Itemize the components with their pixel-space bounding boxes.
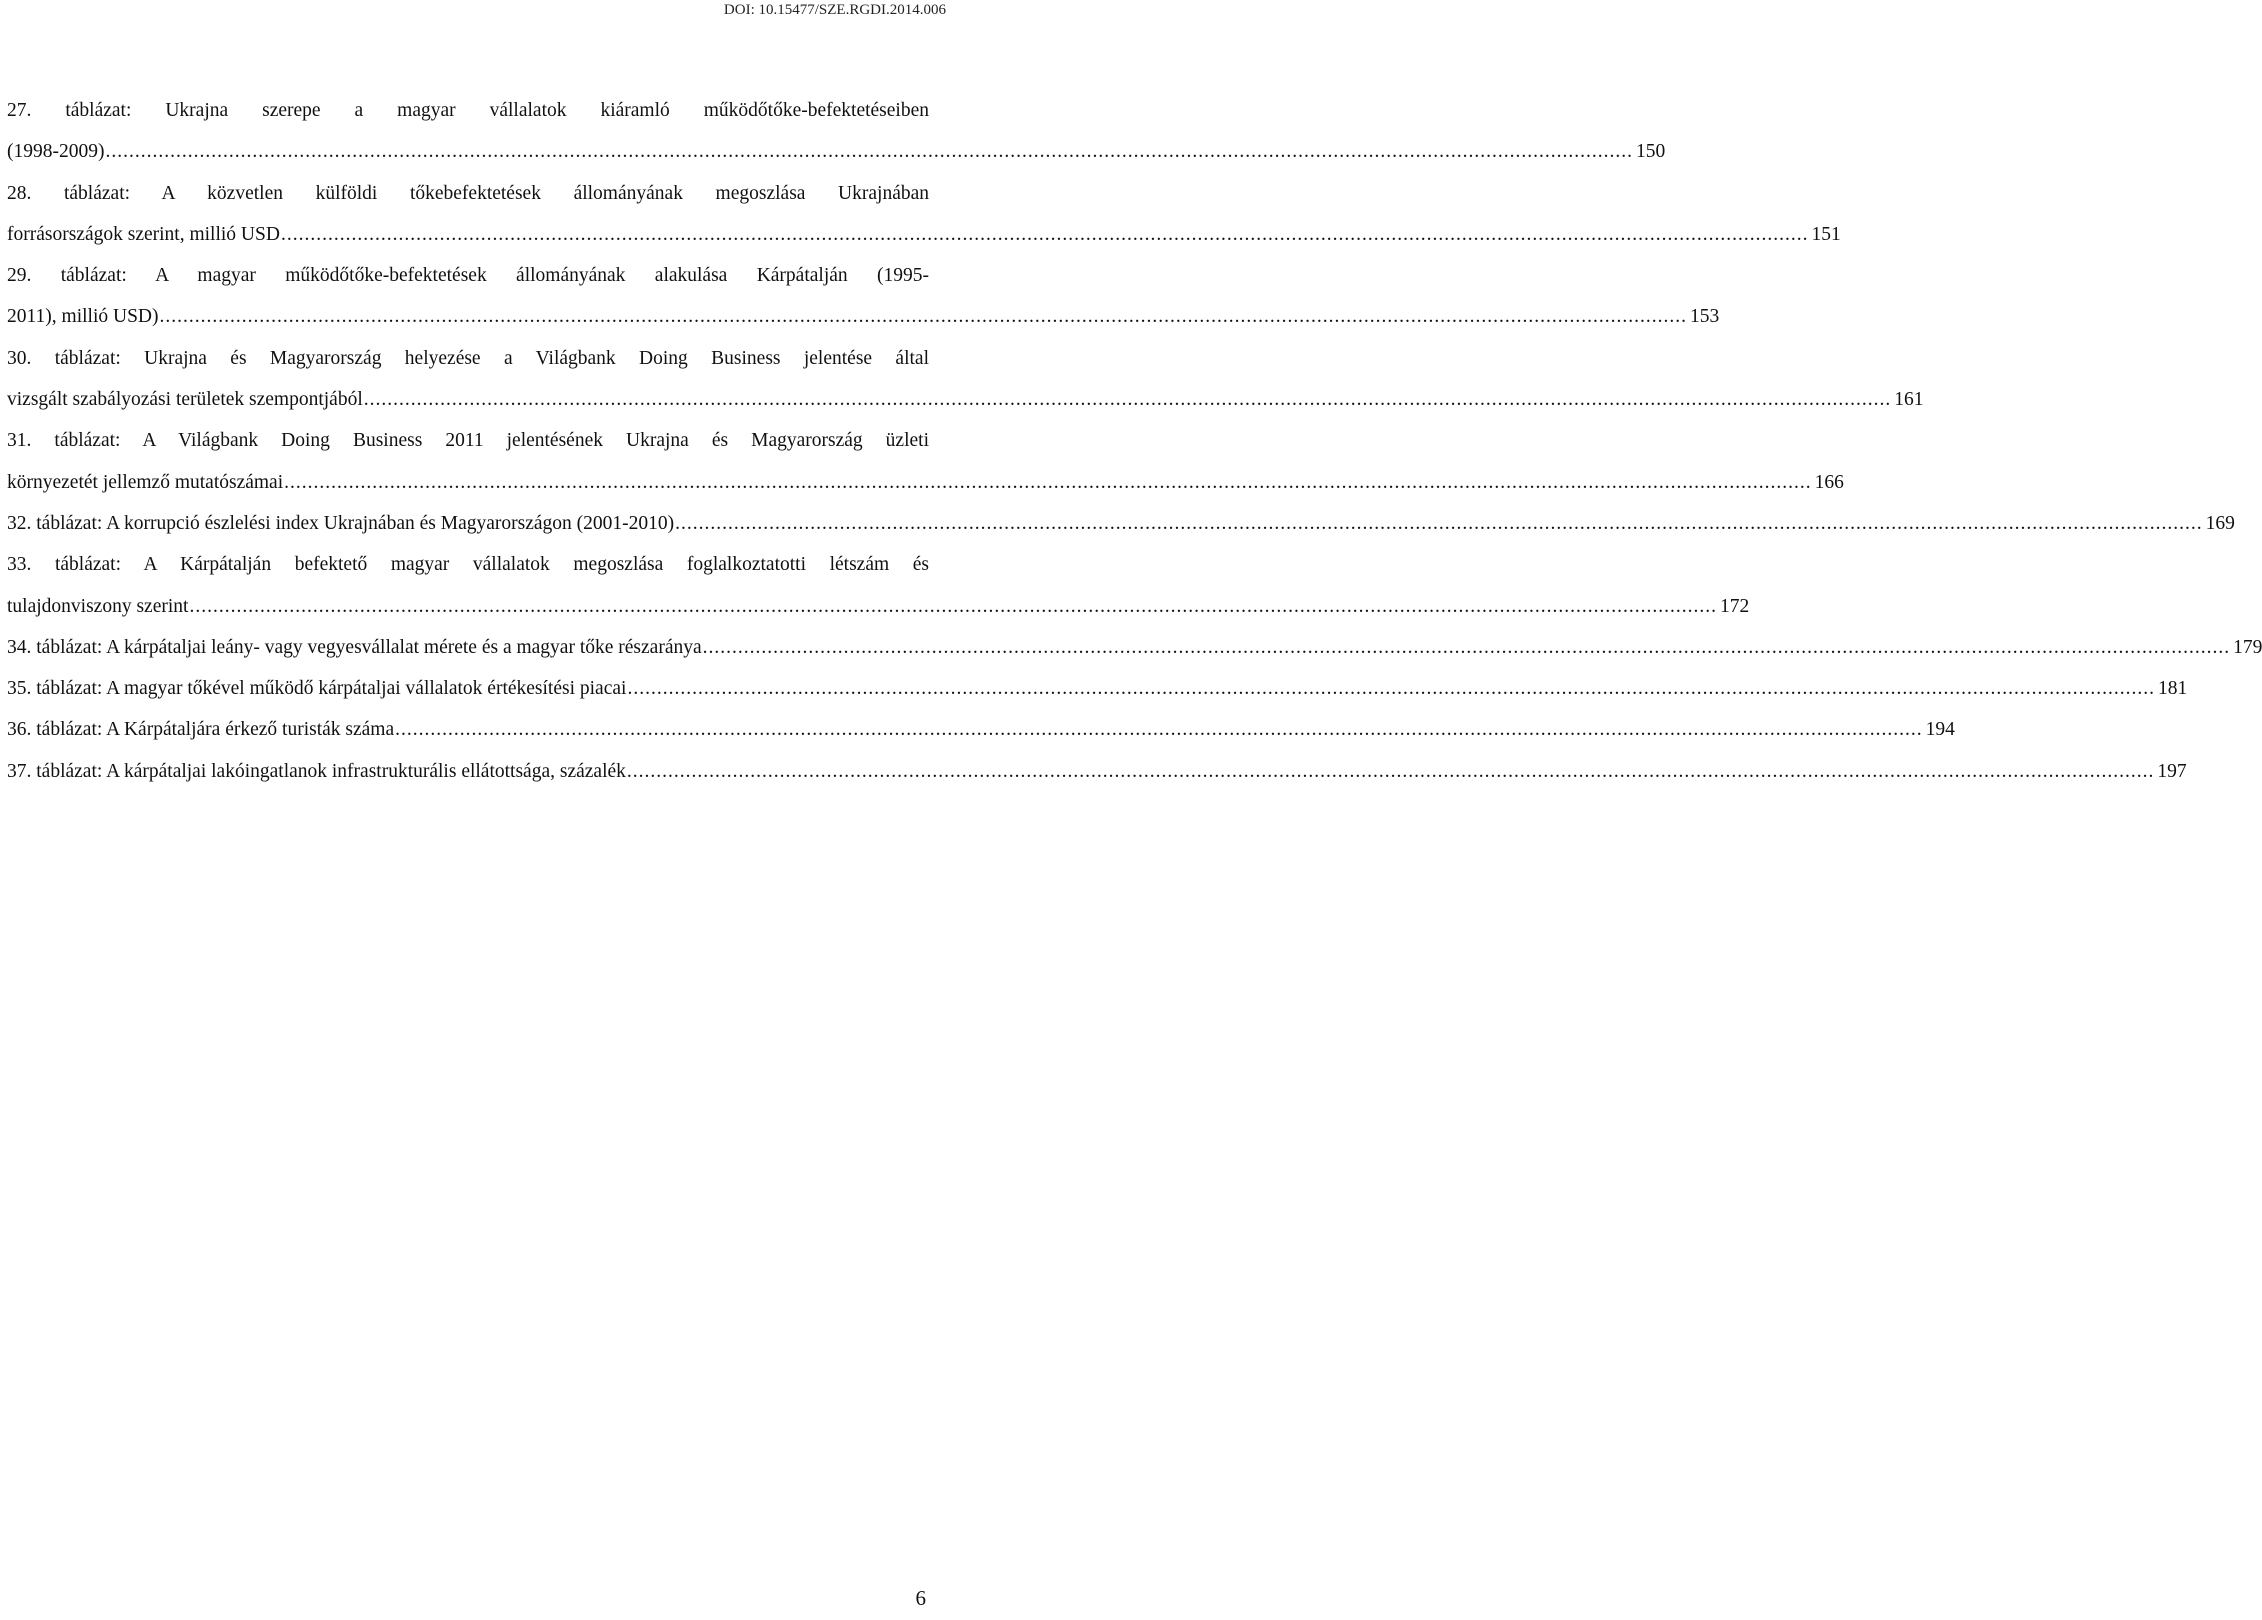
toc-entry[interactable] (7, 709, 1955, 750)
toc-entry-title: 37. táblázat: A kárpátaljai lakóingatlanok infrastrukturális ellátottsága, százalék (7, 760, 626, 782)
toc-entry[interactable] (7, 503, 2235, 544)
toc-entry-title-line: 31. táblázat: A Világbank Doing Business 2011 jelentésének Ukrajna és Magyarország üzleti (7, 430, 929, 452)
dot-leader (105, 131, 1633, 172)
toc-page-number: 150 (1635, 141, 1666, 163)
toc-entry-last-line (7, 296, 1720, 337)
dot-leader (160, 296, 1688, 337)
toc-entry-title: környezetét jellemző mutatószámai (7, 471, 284, 493)
dot-leader (395, 709, 1923, 750)
toc-entry[interactable] (7, 420, 1844, 503)
toc-entry-title-line: 33. táblázat: A Kárpátalján befektető magyar vállalatok megoszlása foglalkoztatotti létszám és (7, 554, 929, 576)
toc-entry-title: 34. táblázat: A kárpátaljai leány- vagy vegyesvállalat mérete és a magyar tőke részaránya (7, 636, 702, 658)
toc-entry-title-line: 27. táblázat: Ukrajna szerepe a magyar vállalatok kiáramló működőtőke-befektetéseiben (7, 100, 929, 121)
dot-leader (675, 503, 2203, 544)
toc-entry-last-line (7, 214, 1841, 255)
dot-leader (284, 462, 1812, 503)
toc-entry[interactable] (7, 255, 1720, 338)
toc-entry[interactable] (7, 668, 2188, 709)
dot-leader (281, 214, 1809, 255)
list-of-tables (7, 90, 2262, 792)
toc-page-number: 181 (2157, 678, 2188, 700)
toc-entry-last-line (7, 586, 1750, 627)
toc-entry-title: tulajdonviszony szerint (7, 595, 189, 617)
toc-entry-title: 35. táblázat: A magyar tőkével működő kárpátaljai vállalatok értékesítési piacai (7, 678, 627, 700)
toc-entry-title: 32. táblázat: A korrupció észlelési index Ukrajnában és Magyarországon (2001-2010) (7, 512, 675, 534)
toc-entry-last-line (7, 462, 1844, 503)
toc-entry[interactable] (7, 751, 2187, 792)
toc-entry-title: vizsgált szabályozási területek szempontjából (7, 389, 363, 411)
dot-leader (627, 751, 2155, 792)
toc-entry-title-line: 30. táblázat: Ukrajna és Magyarország helyezése a Világbank Doing Business jelentése által (7, 347, 929, 369)
toc-entry-title: 36. táblázat: A Kárpátaljára érkező turisták száma (7, 719, 395, 741)
toc-entry-last-line (7, 751, 2187, 792)
toc-entry-last-line (7, 503, 2235, 544)
dot-leader (703, 627, 2231, 668)
toc-entry-last-line (7, 131, 1666, 172)
dot-leader (364, 379, 1892, 420)
toc-page-number: 169 (2205, 512, 2235, 534)
toc-entry-title: forrásországok szerint, millió USD (7, 223, 280, 245)
toc-entry-title-line: 28. táblázat: A közvetlen külföldi tőkebefektetések állományának megoszlása Ukrajnában (7, 182, 929, 204)
toc-page-number: 172 (1719, 595, 1750, 617)
toc-entry-last-line (7, 709, 1955, 750)
doi-header: DOI: 10.15477/SZE.RGDI.2014.006 (723, 2, 946, 18)
dot-leader (627, 668, 2155, 709)
toc-entry-title: 2011), millió USD) (7, 306, 159, 328)
toc-page-number: 151 (1811, 223, 1841, 245)
dot-leader (189, 586, 1717, 627)
toc-page-number: 194 (1925, 719, 1955, 741)
toc-page-number: 153 (1690, 306, 1720, 328)
toc-page-number: 161 (1894, 389, 1924, 411)
toc-entry-last-line (7, 379, 1924, 420)
toc-entry-last-line (7, 668, 2188, 709)
toc-entry[interactable] (7, 544, 1750, 627)
toc-entry[interactable] (7, 338, 1924, 421)
toc-entry-title-line: 29. táblázat: A magyar működőtőke-befektetések állományának alakulása Kárpátalján (1995- (7, 265, 929, 287)
page-number: 6 (915, 1586, 926, 1610)
toc-entry-last-line (7, 627, 2262, 668)
toc-entry[interactable] (7, 90, 1666, 173)
toc-page-number: 166 (1814, 471, 1844, 493)
toc-page-number: 197 (2157, 760, 2187, 782)
toc-entry-title: (1998-2009) (7, 141, 105, 163)
toc-page-number: 179 (2233, 636, 2262, 658)
toc-entry[interactable] (7, 627, 2262, 668)
toc-entry[interactable] (7, 173, 1841, 256)
